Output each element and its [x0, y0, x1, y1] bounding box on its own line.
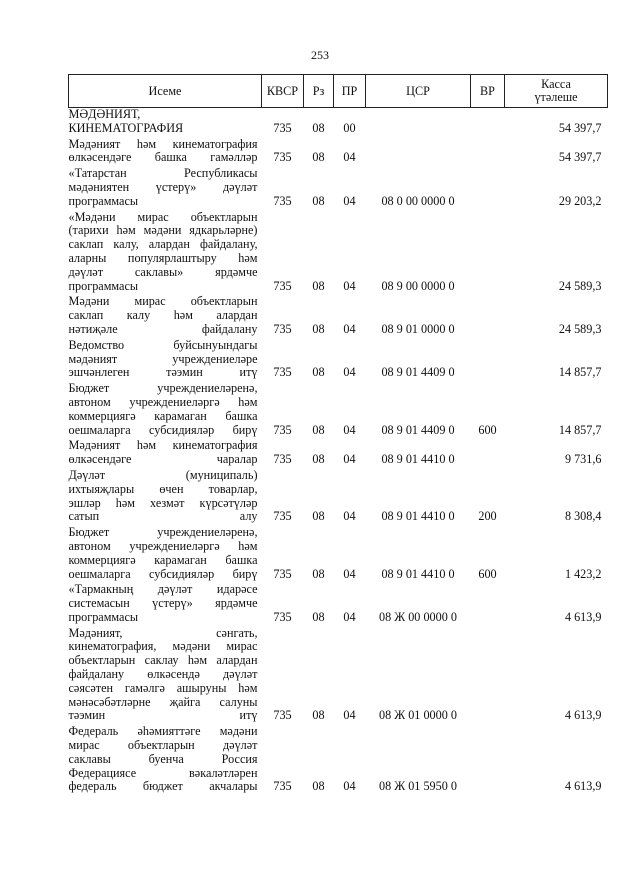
row-name-line: Мәдәният, сәнгать,: [68, 625, 258, 640]
row-name-line: Мәдәният һәм кинематография: [68, 438, 258, 453]
row-rz: 08: [312, 150, 325, 165]
row-name-line: Дәүләт (муниципаль): [68, 467, 258, 482]
row-name: [69, 339, 262, 382]
row-vr: [471, 138, 505, 168]
row-name-line: ихтыяҗлары өчен товарлар,: [68, 481, 258, 496]
row-name-line: «Мәдәни мирас объектларын: [68, 209, 258, 224]
table-row: [69, 295, 608, 338]
row-vr: [471, 339, 505, 382]
header-rz: Рз: [304, 75, 334, 108]
row-vr: [471, 211, 505, 296]
row-rz: 08: [312, 509, 325, 524]
row-kvsr: 735: [273, 708, 292, 723]
row-pr: 04: [343, 193, 356, 208]
row-csr: 08 9 01 4410 0: [381, 566, 455, 581]
row-name-line: автоном учреждениеләргә һәм: [68, 538, 258, 553]
row-kvsr: 735: [273, 278, 292, 293]
row-name: [69, 138, 262, 168]
row-name-line: саклап калу һәм алардан: [68, 308, 258, 323]
row-name: [69, 469, 262, 526]
row-vr: [471, 108, 505, 138]
table-row: [69, 583, 608, 626]
row-name-line: нәтиҗәле файдалану: [68, 321, 258, 336]
row-name-line: аларны популярлаштыру һәм: [68, 250, 258, 265]
row-name: [69, 583, 262, 626]
row-name-line: Федерациясе вәкаләтләрен: [68, 765, 258, 780]
row-pr: 04: [343, 566, 356, 581]
row-name-line: коммерциягә карамаган башка: [68, 552, 258, 567]
row-pr: 04: [343, 365, 356, 380]
row-name-line: саклап калу, алардан файдалану,: [68, 237, 258, 252]
row-vr: [471, 627, 505, 726]
row-name-line: Мәдәни мирас объектларын: [68, 294, 258, 309]
row-pr: 04: [343, 150, 356, 165]
row-kvsr: 735: [273, 150, 292, 165]
header-name: Исеме: [69, 75, 262, 108]
table-row: [69, 138, 608, 168]
row-pr: 04: [343, 509, 356, 524]
row-rz: 08: [312, 452, 325, 467]
row-csr: [366, 138, 471, 168]
row-kvsr: 735: [273, 609, 292, 624]
row-amount: 54 397,7: [558, 120, 602, 135]
row-vr: [471, 167, 505, 210]
row-name-line: «Татарстан Республикасы: [68, 166, 258, 181]
row-pr: 04: [343, 321, 356, 336]
row-name-line: автоном учреждениеләргә һәм: [68, 394, 258, 409]
row-csr: 08 Ж 01 5950 0: [379, 779, 457, 794]
row-pr: 04: [343, 422, 356, 437]
row-rz: 08: [312, 193, 325, 208]
row-name-line: мәнәсәбәтләрне җайга салуны: [68, 694, 258, 709]
table-row: [69, 725, 608, 796]
row-name-line: программасы: [68, 193, 139, 208]
row-name-line: сатып алу: [68, 509, 258, 524]
row-vr: [471, 583, 505, 626]
row-amount: 8 308,4: [564, 509, 602, 524]
row-pr: 04: [343, 452, 356, 467]
row-csr: 08 0 00 0000 0: [381, 193, 455, 208]
row-pr: 04: [343, 278, 356, 293]
row-name: [69, 211, 262, 296]
header-kvsr: КВСР: [262, 75, 304, 108]
header-amount-line: Касса: [541, 77, 571, 91]
row-pr: 04: [343, 609, 356, 624]
row-name-line: Мәдәният һәм кинематография: [68, 136, 258, 151]
row-name-line: оешмаларга субсидияләр бирү: [68, 566, 258, 581]
row-kvsr: 735: [273, 120, 292, 135]
row-rz: 08: [312, 321, 325, 336]
row-vr: [471, 439, 505, 469]
row-rz: 08: [312, 779, 325, 794]
row-csr: 08 9 00 0000 0: [381, 278, 455, 293]
table-row: [69, 439, 608, 469]
row-name-line: коммерциягә карамаган башка: [68, 408, 258, 423]
row-name-line: Бюджет учреждениеләренә,: [68, 381, 258, 396]
row-name-line: мәдәниятен үстерү» дәүләт: [68, 179, 258, 194]
row-name-line: КИНЕМАТОГРАФИЯ: [68, 120, 184, 135]
row-name-line: сәясәтен гамәлгә ашыруны һәм: [68, 680, 258, 695]
row-vr: 200: [478, 509, 497, 524]
row-vr: [471, 295, 505, 338]
row-kvsr: 735: [273, 509, 292, 524]
table-row: [69, 382, 608, 439]
row-kvsr: 735: [273, 779, 292, 794]
table-header-row: [69, 75, 608, 108]
row-csr: 08 9 01 4409 0: [381, 365, 455, 380]
row-vr: 600: [478, 422, 497, 437]
table-row: [69, 108, 608, 138]
row-rz: 08: [312, 365, 325, 380]
row-name: [69, 526, 262, 583]
table-row: [69, 469, 608, 526]
row-name-line: мирас объектларын дәүләт: [68, 738, 258, 753]
row-name-line: «Тармакның дәүләт идарәсе: [68, 582, 258, 597]
row-kvsr: 735: [273, 193, 292, 208]
table-row: [69, 211, 608, 296]
row-name-line: эшләр һәм хезмәт күрсәтүләр: [68, 495, 258, 510]
header-amount-line: үтәлеше: [534, 90, 578, 104]
row-name-line: объектларын саклау һәм алардан: [68, 653, 258, 668]
row-name-line: кинематография, мәдәни мирас: [68, 639, 258, 654]
row-pr: 04: [343, 779, 356, 794]
row-rz: 08: [312, 566, 325, 581]
row-name-line: МӘДӘНИЯТ,: [68, 107, 141, 121]
row-vr: [471, 725, 505, 796]
row-kvsr: 735: [273, 365, 292, 380]
row-csr: 08 Ж 01 0000 0: [379, 708, 457, 723]
row-amount: 24 589,3: [558, 278, 602, 293]
row-name-line: (тарихи һәм мәдәни ядкарьләрне): [68, 223, 258, 238]
row-name-line: өлкәсендәге чаралар: [68, 452, 258, 467]
header-csr: ЦСР: [366, 75, 471, 108]
row-name: [69, 725, 262, 796]
row-name-line: өлкәсендәге башка гамәлләр: [68, 150, 258, 165]
table-row: [69, 526, 608, 583]
row-name-line: дәүләт саклавы» ярдәмче: [68, 264, 258, 279]
row-csr: 08 9 01 4410 0: [381, 509, 455, 524]
row-kvsr: 735: [273, 452, 292, 467]
row-csr: 08 9 01 4410 0: [381, 452, 455, 467]
row-name: [69, 627, 262, 726]
header-amount: [505, 75, 608, 108]
row-name-line: программасы: [68, 278, 139, 293]
row-name-line: Федераль әһәмияттәге мәдәни: [68, 724, 258, 739]
row-rz: 08: [312, 609, 325, 624]
row-amount: 24 589,3: [558, 321, 602, 336]
row-name-line: саклавы буенча Россия: [68, 751, 258, 766]
row-name: [69, 167, 262, 210]
row-pr: 00: [343, 120, 356, 135]
row-amount: 4 613,9: [564, 708, 602, 723]
header-vr: ВР: [471, 75, 505, 108]
header-pr: ПР: [334, 75, 366, 108]
row-amount: 4 613,9: [564, 609, 602, 624]
row-amount: 4 613,9: [564, 779, 602, 794]
row-amount: 14 857,7: [558, 365, 602, 380]
row-name-line: федераль бюджет акчалары: [68, 779, 258, 794]
row-amount: 14 857,7: [558, 422, 602, 437]
row-name-line: эшчәнлеген тәэмин итү: [68, 365, 258, 380]
row-amount: 1 423,2: [564, 566, 602, 581]
row-kvsr: 735: [273, 422, 292, 437]
row-name-line: Ведомство буйсынуындагы: [68, 337, 258, 352]
row-csr: 08 Ж 00 0000 0: [379, 609, 457, 624]
row-amount: 9 731,6: [564, 452, 602, 467]
row-rz: 08: [312, 278, 325, 293]
row-name-line: файдалану өлкәсендә дәүләт: [68, 667, 258, 682]
row-name: [69, 382, 262, 439]
row-amount: 54 397,7: [558, 150, 602, 165]
row-csr: 08 9 01 4409 0: [381, 422, 455, 437]
row-vr: 600: [478, 566, 497, 581]
row-name-line: мәдәният учреждениеләре: [68, 351, 258, 366]
row-rz: 08: [312, 422, 325, 437]
row-name-line: тәэмин итү: [68, 708, 258, 723]
row-name-line: Бюджет учреждениеләренә,: [68, 525, 258, 540]
row-rz: 08: [312, 120, 325, 135]
row-name: [69, 295, 262, 338]
row-pr: 04: [343, 708, 356, 723]
row-csr: 08 9 01 0000 0: [381, 321, 455, 336]
budget-table: [68, 74, 608, 796]
row-name-line: оешмаларга субсидияләр бирү: [68, 422, 258, 437]
table-body: [69, 108, 608, 797]
table-row: [69, 627, 608, 726]
row-csr: [366, 108, 471, 138]
table-row: [69, 167, 608, 210]
row-kvsr: 735: [273, 321, 292, 336]
row-kvsr: 735: [273, 566, 292, 581]
row-name-line: системасын үстерү» ярдәмче: [68, 596, 258, 611]
row-name: [69, 108, 262, 138]
row-name: [69, 439, 262, 469]
table-row: [69, 339, 608, 382]
row-rz: 08: [312, 708, 325, 723]
row-amount: 29 203,2: [558, 193, 602, 208]
row-name-line: программасы: [68, 609, 139, 624]
page-number: 253: [311, 48, 329, 62]
